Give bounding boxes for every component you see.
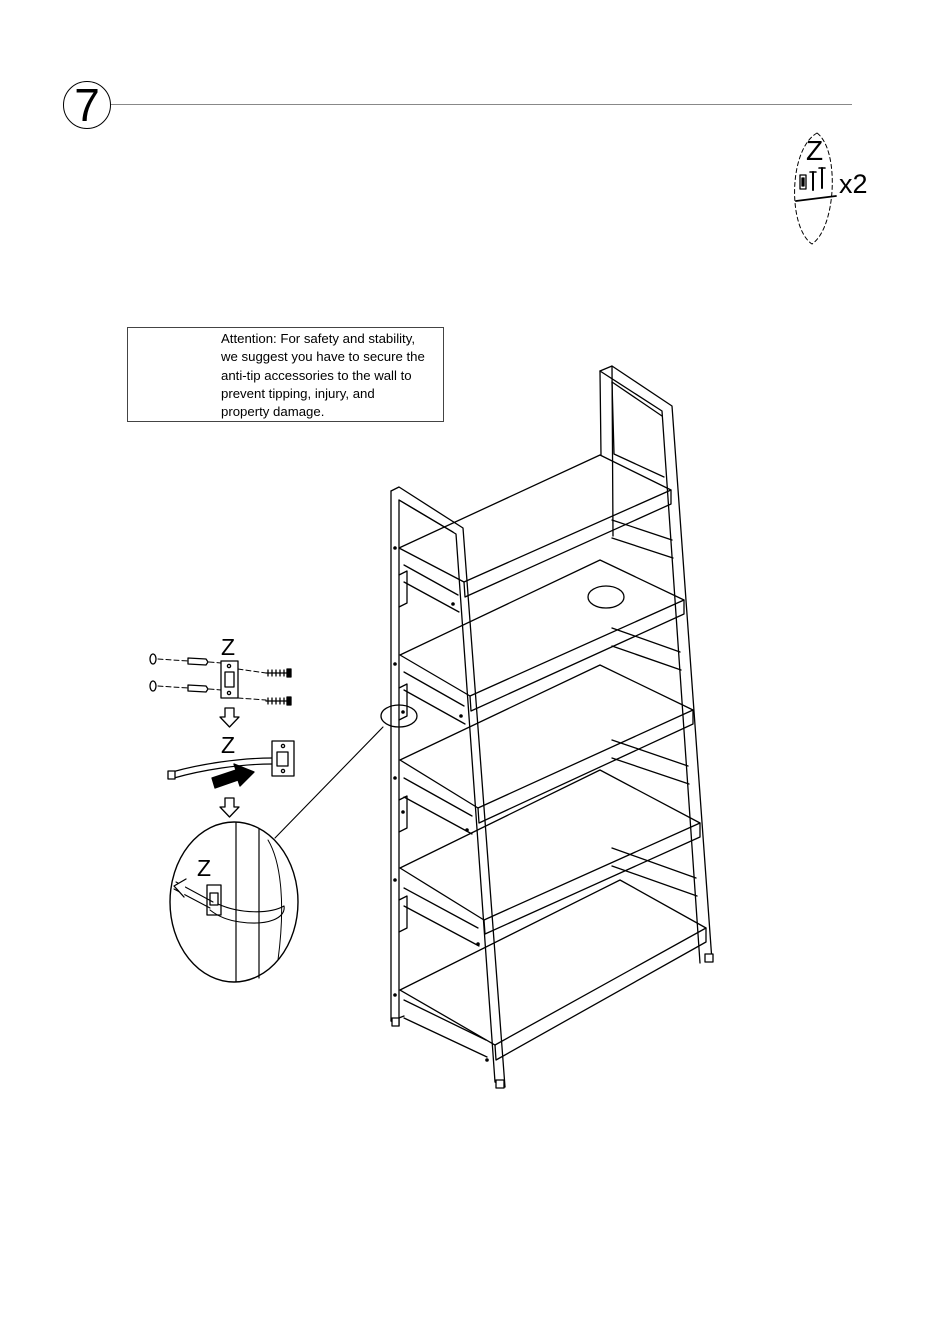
down-arrow-icon xyxy=(220,798,239,817)
safety-warning-text xyxy=(221,330,441,421)
bracket-icon xyxy=(221,661,238,698)
warning-line: we suggest you have to secure the xyxy=(221,349,425,365)
warning-line: property damage. xyxy=(221,404,325,420)
bracket-label-a: Z xyxy=(221,634,236,660)
warning-line: prevent tipping, injury, and xyxy=(221,385,375,401)
bracket-icon xyxy=(272,741,294,776)
screw-icon xyxy=(810,168,825,190)
bracket-icon xyxy=(800,175,806,189)
bracket-label-b: Z xyxy=(221,732,236,758)
bracket-label-c: Z xyxy=(197,855,212,881)
screw-icon xyxy=(238,669,291,705)
step-number: 7 xyxy=(74,79,100,131)
wall-anchor-icon xyxy=(150,654,221,692)
warning-line: Attention: For safety and stability, xyxy=(221,331,415,346)
warning-line: anti-tip accessories to the wall to xyxy=(221,367,412,383)
safety-warning-box xyxy=(127,327,444,422)
ladder-bookshelf xyxy=(391,366,713,1088)
magnified-detail xyxy=(170,822,298,982)
push-arrow-icon xyxy=(212,764,254,788)
hardware-quantity: x2 xyxy=(839,169,868,199)
hardware-part-letter: Z xyxy=(806,135,824,166)
down-arrow-icon xyxy=(220,708,239,727)
